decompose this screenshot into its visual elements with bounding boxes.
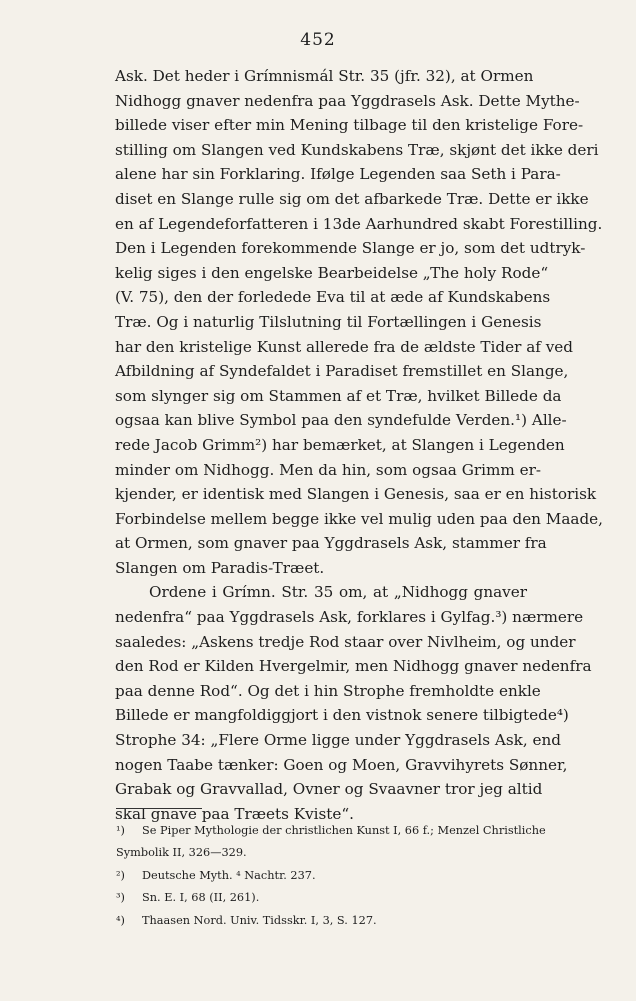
text-line: den Rod er Kilden Hvergelmir, men Nidhogg gnaver nedenfra <box>115 657 592 676</box>
text-line: rede Jacob Grimm²) har bemærket, at Slangen i Legenden <box>115 435 565 454</box>
text-line: paa denne Rod“. Og det i hin Strophe fremholdte enkle <box>115 681 541 700</box>
text-line: (V. 75), den der forledede Eva til at æde af Kundskabens <box>115 288 551 307</box>
footnote-marker: ¹) <box>116 824 125 837</box>
footnote-divider <box>116 808 202 809</box>
footnote <box>116 887 528 909</box>
footnote-text: Thaasen Nord. Univ. Tidsskr. I, 3, S. 127. <box>142 913 377 927</box>
footnote-text: Se Piper Mythologie der christlichen Kunst I, 66 f.; Menzel Christliche <box>142 824 546 837</box>
text-line: Forbindelse mellem begge ikke vel mulig uden paa den Maade, <box>115 509 603 528</box>
text-line: kjender, er identisk med Slangen i Genesis, saa er en historisk <box>115 485 597 504</box>
text-line: Slangen om Paradis-Træet. <box>115 558 325 577</box>
text-line: Ordene i Grímn. Str. 35 om, at „Nidhogg gnaver <box>149 583 527 602</box>
text-line: Ask. Det heder i Grímnismál Str. 35 (jfr. 32), at Ormen <box>115 67 534 85</box>
text-line: minder om Nidhogg. Men da hin, som ogsaa Grimm er- <box>115 460 541 479</box>
text-line: Strophe 34: „Flere Orme ligge under Yggdrasels Ask, end <box>115 731 561 750</box>
body-text <box>115 64 603 826</box>
text-line: Den i Legenden forekommende Slange er jo, som det udtryk- <box>115 239 586 258</box>
footnote-text: Deutsche Myth. ⁴ Nachtr. 237. <box>142 868 316 882</box>
footnote-marker: ⁴) <box>116 913 125 927</box>
footnote-text: Sn. E. I, 68 (II, 261). <box>142 891 260 905</box>
text-line: ogsaa kan blive Symbol paa den syndefulde Verden.¹) Alle- <box>115 411 567 430</box>
text-line: som slynger sig om Stammen af et Træ, hvilket Billede da <box>115 386 562 405</box>
text-line: saaledes: „Askens tredje Rod staar over Nivlheim, og under <box>115 632 576 651</box>
footnote-marker: ³) <box>116 891 125 905</box>
text-line: diset en Slange rulle sig om det afbarkede Træ. Dette er ikke <box>115 189 589 208</box>
text-line: kelig siges i den engelske Bearbeidelse „The holy Rode“ <box>115 263 549 282</box>
footnote <box>116 910 528 932</box>
text-line: stilling om Slangen ved Kundskabens Træ, skjønt det ikke deri <box>115 140 599 159</box>
text-line: nedenfra“ paa Yggdrasels Ask, forklares i Gylfag.³) nærmere <box>115 608 584 627</box>
footnote <box>116 842 528 864</box>
footnote <box>116 820 546 842</box>
text-line: nogen Taabe tænker: Goen og Moen, Gravvihyrets Sønner, <box>115 755 568 774</box>
footnote-marker: ²) <box>116 868 125 882</box>
text-line: Afbildning af Syndefaldet i Paradiset fremstillet en Slange, <box>115 362 569 381</box>
text-line: alene har sin Forklaring. Ifølge Legenden saa Seth i Para- <box>115 165 561 184</box>
text-line: at Ormen, som gnaver paa Yggdrasels Ask, stammer fra <box>115 534 547 553</box>
text-line: Nidhogg gnaver nedenfra paa Yggdrasels Ask. Dette Mythe- <box>115 91 580 110</box>
text-line: en af Legendeforfatteren i 13de Aarhundred skabt Forestilling. <box>115 214 603 233</box>
page-number: 452 <box>300 30 336 50</box>
text-line: Grabak og Gravvallad, Ovner og Svaavner tror jeg altid <box>115 780 543 799</box>
footnote <box>116 865 528 887</box>
text-line: billede viser efter min Mening tilbage til den kristelige Fore- <box>115 116 584 135</box>
text-line: Billede er mangfoldiggjort i den vistnok senere tilbigtede⁴) <box>115 706 569 725</box>
footnotes <box>116 820 546 932</box>
text-line: Træ. Og i naturlig Tilslutning til Fortællingen i Genesis <box>115 312 542 331</box>
footnote-text: Symbolik II, 326—329. <box>116 846 247 860</box>
text-line: skal gnave paa Træets Kviste“. <box>115 804 354 823</box>
text-line: har den kristelige Kunst allerede fra de ældste Tider af ved <box>115 337 573 356</box>
